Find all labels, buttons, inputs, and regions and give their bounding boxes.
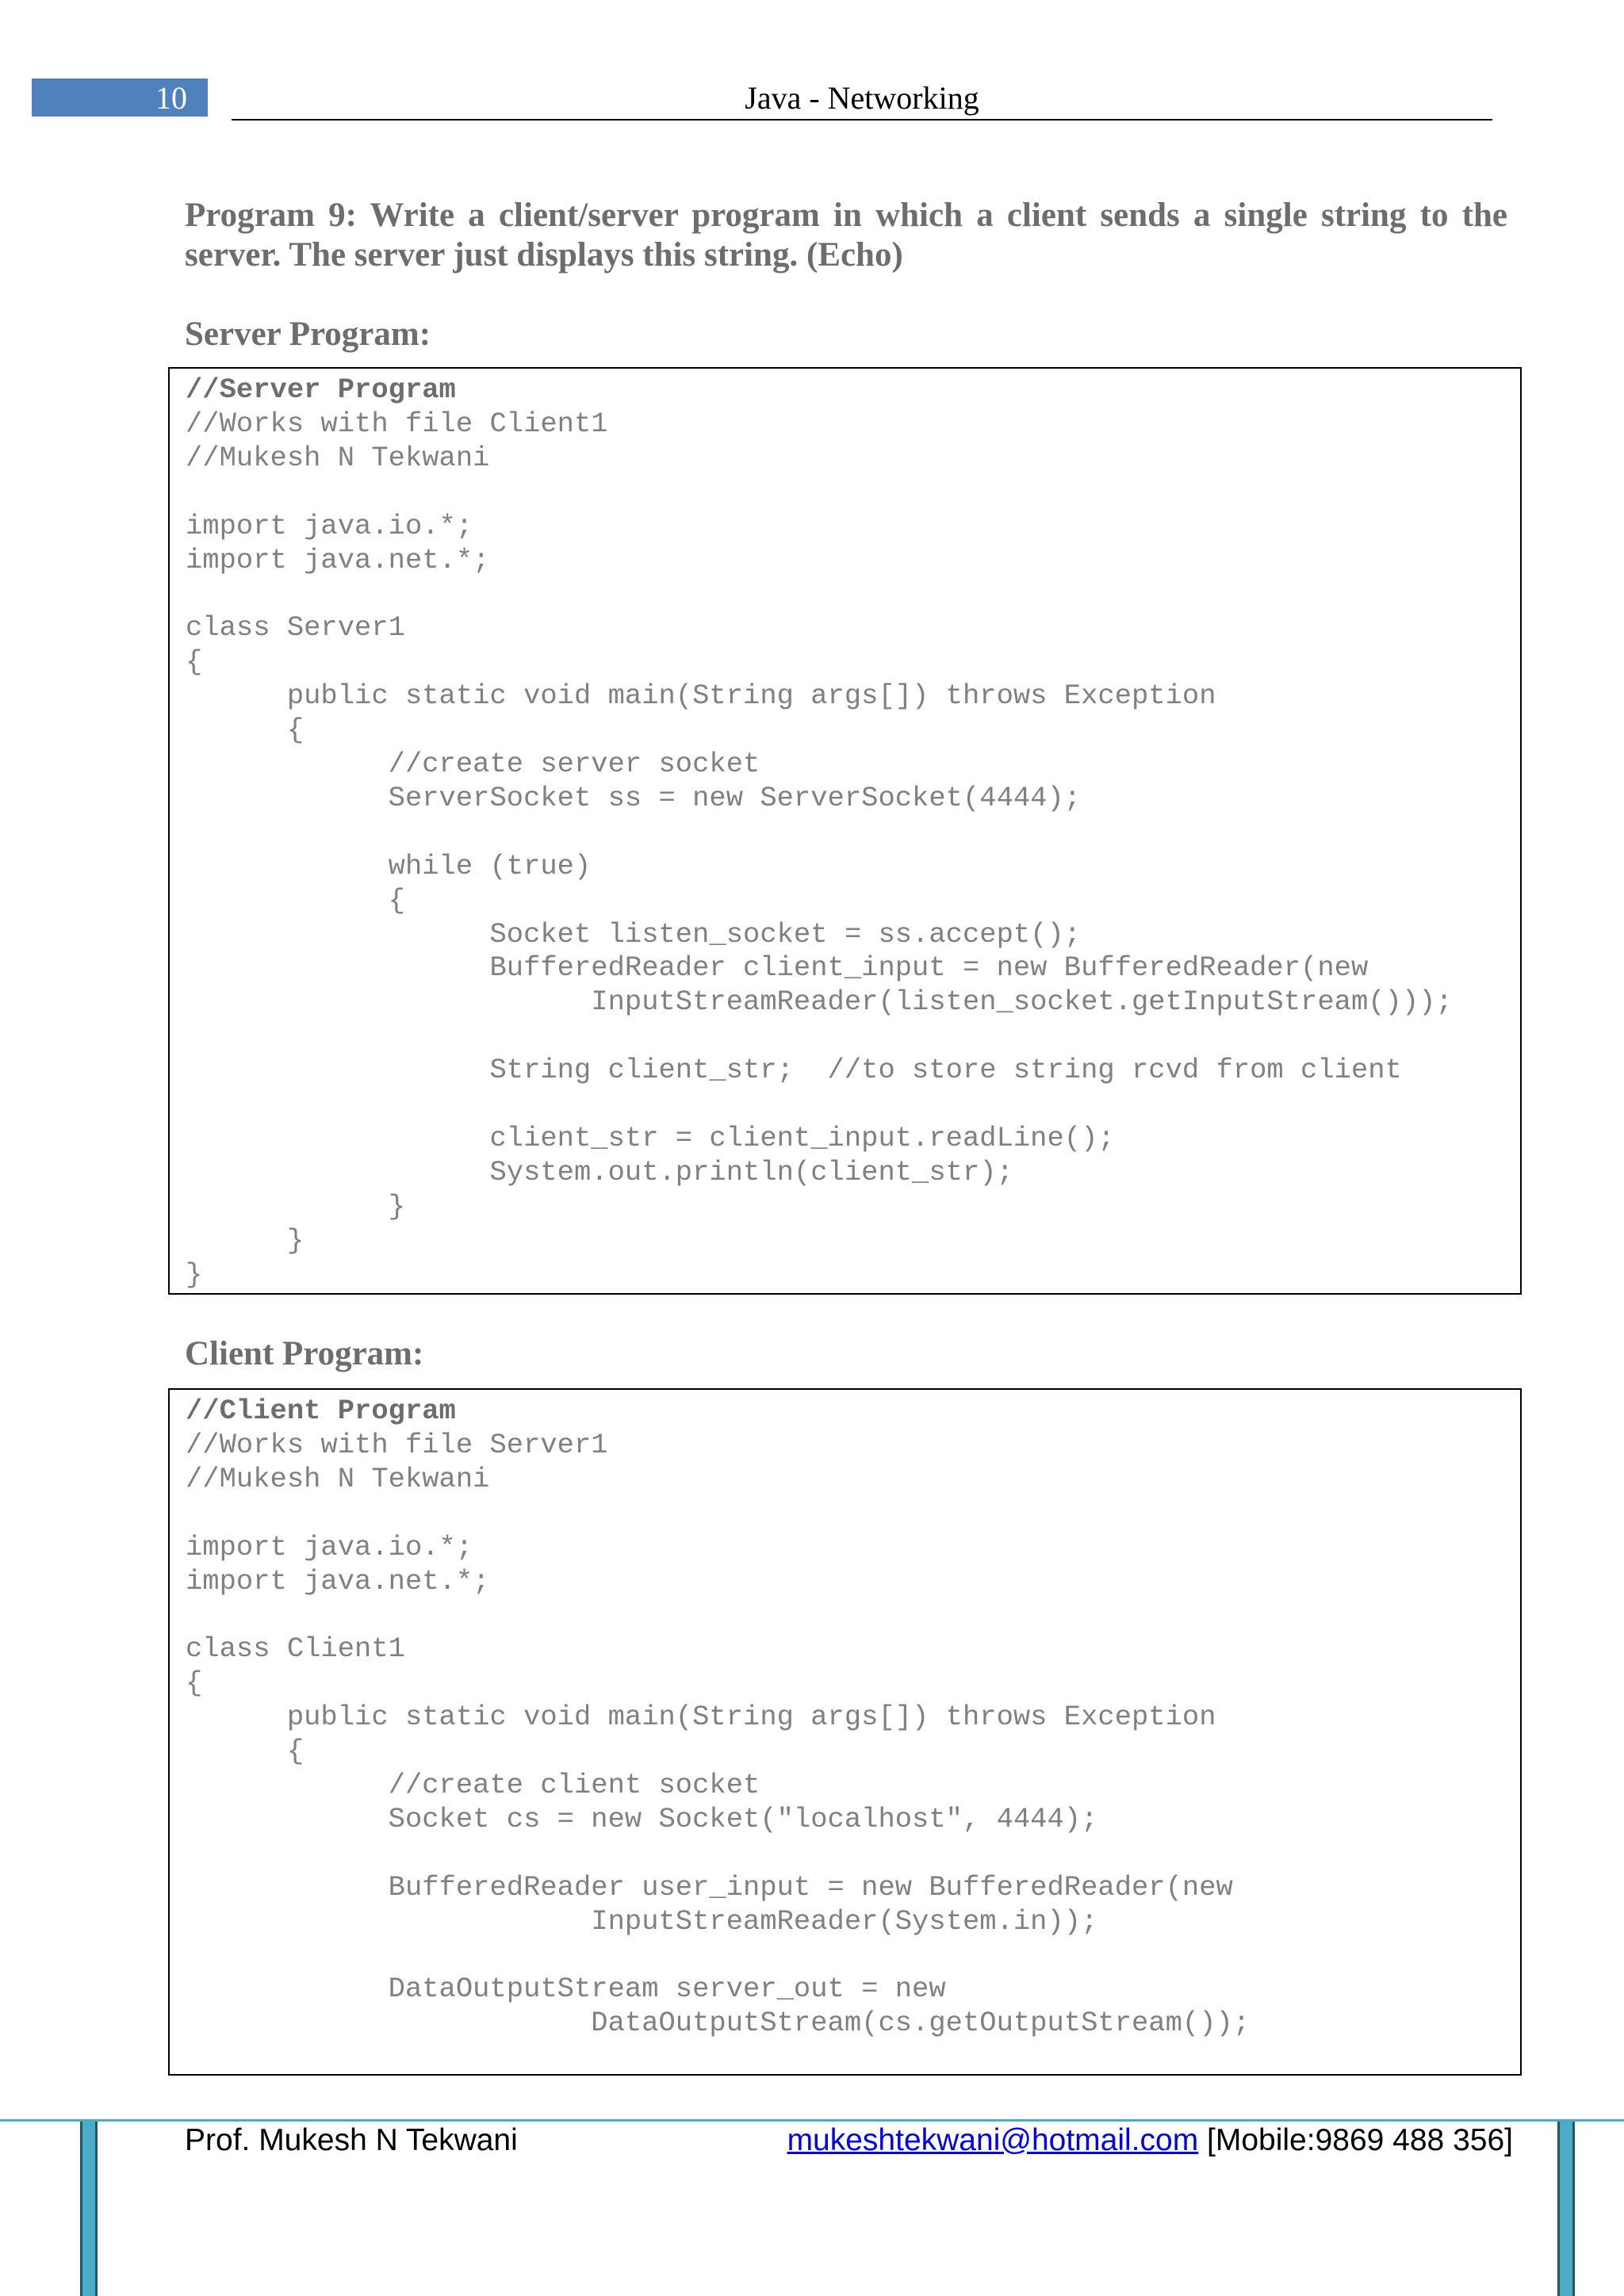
server-program-label: Server Program:	[185, 316, 431, 353]
client-code-body: //Works with file Server1 //Mukesh N Tekwani import java.io.*; import java.net.*; class Client1 { public static void main(String args[]) throws Exception { //create client socket Socket cs = new Socket("localhost", 4444); BufferedReader user_input = new BufferedReader(new InputStreamReader(System.in)); DataOutputStream server_out = new DataOutputStream(cs.getOutputStream());	[186, 1428, 1251, 2040]
header-rule	[232, 119, 1492, 121]
client-program-label: Client Program:	[185, 1335, 424, 1372]
server-code-body: //Works with file Client1 //Mukesh N Tekwani import java.io.*; import java.net.*; class Server1 { public static void main(String args[]) throws Exception { //create server socket ServerSocket ss = new ServerSocket(4444); while (true) { Socket listen_socket = ss.accept(); BufferedReader client_input = new BufferedReader(new InputStreamReader(listen_socket.getInputStream())); String client_str; //to store string rcvd from client client_str = client_input.readLine(); System.out.println(client_str); } } }	[186, 407, 1453, 1291]
client-code	[170, 1390, 1520, 2041]
server-code	[170, 369, 1520, 1292]
server-code-title: //Server Program	[186, 373, 456, 406]
footer-email-link[interactable]: mukeshtekwani@hotmail.com	[787, 2123, 1199, 2157]
footer-right-bar	[1557, 2122, 1575, 2296]
client-code-box	[168, 1388, 1522, 2076]
client-code-title: //Client Program	[186, 1395, 456, 1427]
program-heading-line-1: Program 9: Write a client/server program in which a client sends a single string to the	[185, 197, 1507, 234]
program-heading-line-2: server. The server just displays this string. (Echo)	[185, 236, 903, 274]
header-title: Java - Networking	[745, 80, 979, 116]
footer-contact	[787, 2118, 1513, 2163]
footer-mobile: [Mobile:9869 488 356]	[1198, 2123, 1513, 2157]
server-code-box	[168, 367, 1522, 1295]
footer-left-bar	[80, 2122, 98, 2296]
page-number: 10	[155, 79, 187, 116]
page-number-badge	[32, 78, 208, 117]
footer-author: Prof. Mukesh N Tekwani	[185, 2123, 518, 2157]
